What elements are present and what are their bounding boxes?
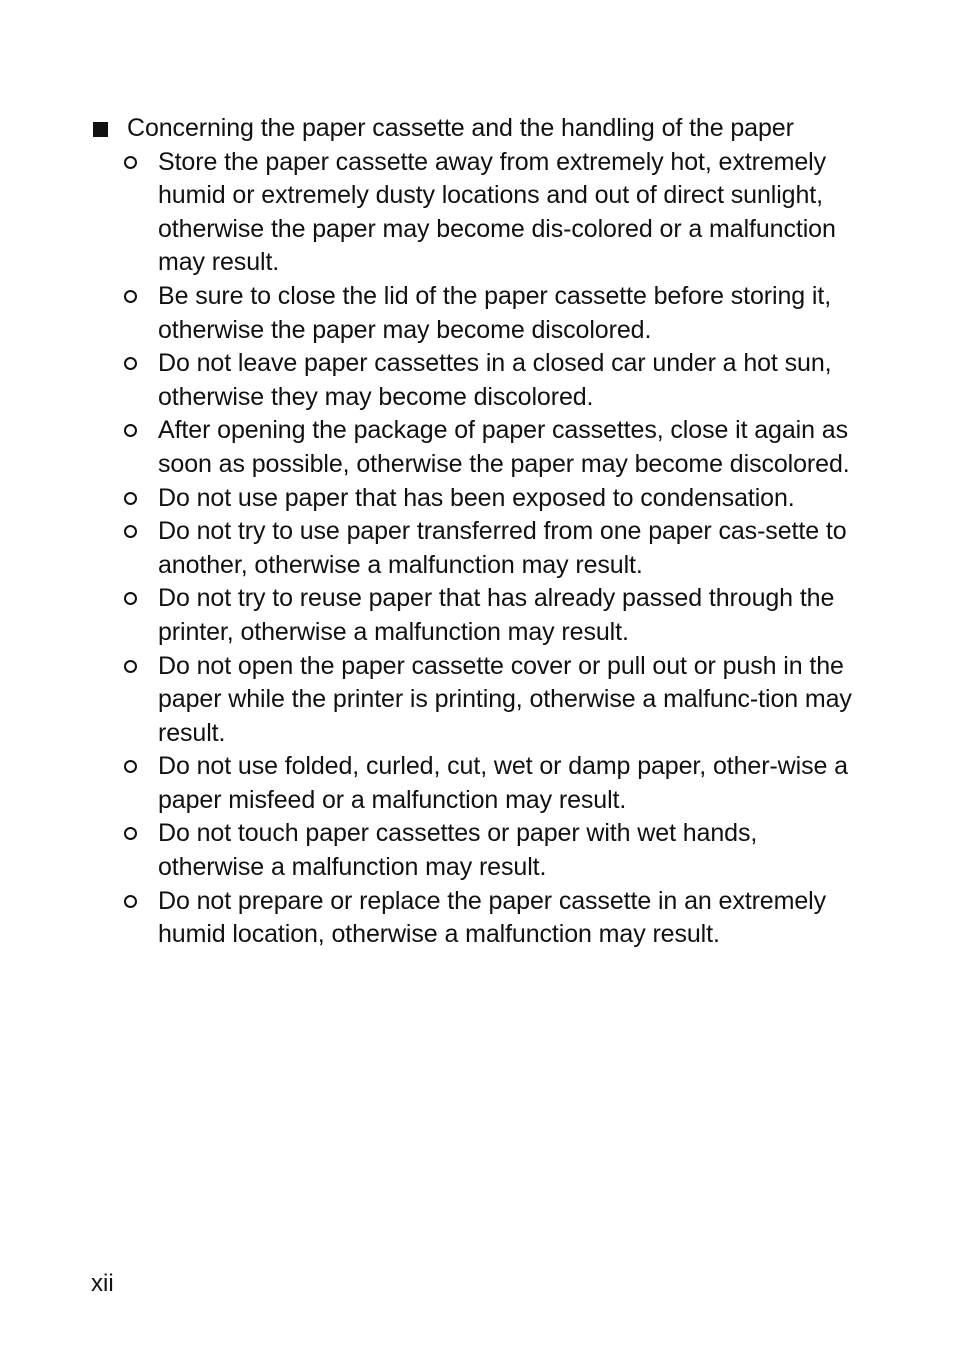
list-item [124,347,883,414]
list-item-text: Store the paper cassette away from extremely hot, extremely humid or extremely dusty locations and out of direct sunlight, otherwise the paper may become dis-colored or a malfunction may result. [158,147,836,277]
list-item [124,582,883,649]
circle-bullet-icon [124,525,137,538]
circle-bullet-icon [124,827,137,840]
list-item-text: Do not prepare or replace the paper cassette in an extremely humid location, otherwise a malfunction may result. [158,886,826,949]
circle-bullet-icon [124,592,137,605]
circle-bullet-icon [124,156,137,169]
list-item-text: Do not try to use paper transferred from one paper cas-sette to another, otherwise a malfunction may result. [158,517,847,579]
circle-bullet-icon [124,895,137,908]
list-item-text: Do not try to reuse paper that has already passed through the printer, otherwise a malfunction may result. [158,584,835,646]
list-item [124,414,883,481]
list-item [124,482,883,516]
list-item-text: Do not touch paper cassettes or paper with wet hands, otherwise a malfunction may result. [158,819,758,882]
circle-bullet-icon [124,760,137,773]
circle-bullet-icon [124,290,137,303]
section-heading [93,112,883,146]
list-item [124,146,883,280]
list-item-text: Be sure to close the lid of the paper cassette before storing it, otherwise the paper may become discolored. [158,281,832,344]
precaution-list [93,146,883,952]
square-bullet-icon [93,122,108,137]
page-number: xii [91,1270,114,1297]
circle-bullet-icon [124,357,137,370]
paper-cassette-section [93,112,883,952]
section-heading-text: Concerning the paper cassette and the handling of the paper [127,114,794,142]
circle-bullet-icon [124,492,137,505]
list-item-text: Do not use folded, curled, cut, wet or damp paper, other-wise a paper misfeed or a malfunction may result. [158,752,848,814]
circle-bullet-icon [124,424,137,437]
list-item [124,515,883,582]
circle-bullet-icon [124,660,137,673]
list-item-text: Do not leave paper cassettes in a closed car under a hot sun, otherwise they may become discolored. [158,349,832,411]
list-item [124,650,883,751]
list-item [124,885,883,952]
list-item [124,750,883,817]
list-item [124,280,883,347]
list-item [124,817,883,884]
list-item-text: Do not open the paper cassette cover or pull out or push in the paper while the printer is printing, otherwise a malfunc-tion may result. [158,651,852,747]
list-item-text: Do not use paper that has been exposed to condensation. [158,483,795,512]
list-item-text: After opening the package of paper cassettes, close it again as soon as possible, otherwise the paper may become discolored. [158,416,850,478]
